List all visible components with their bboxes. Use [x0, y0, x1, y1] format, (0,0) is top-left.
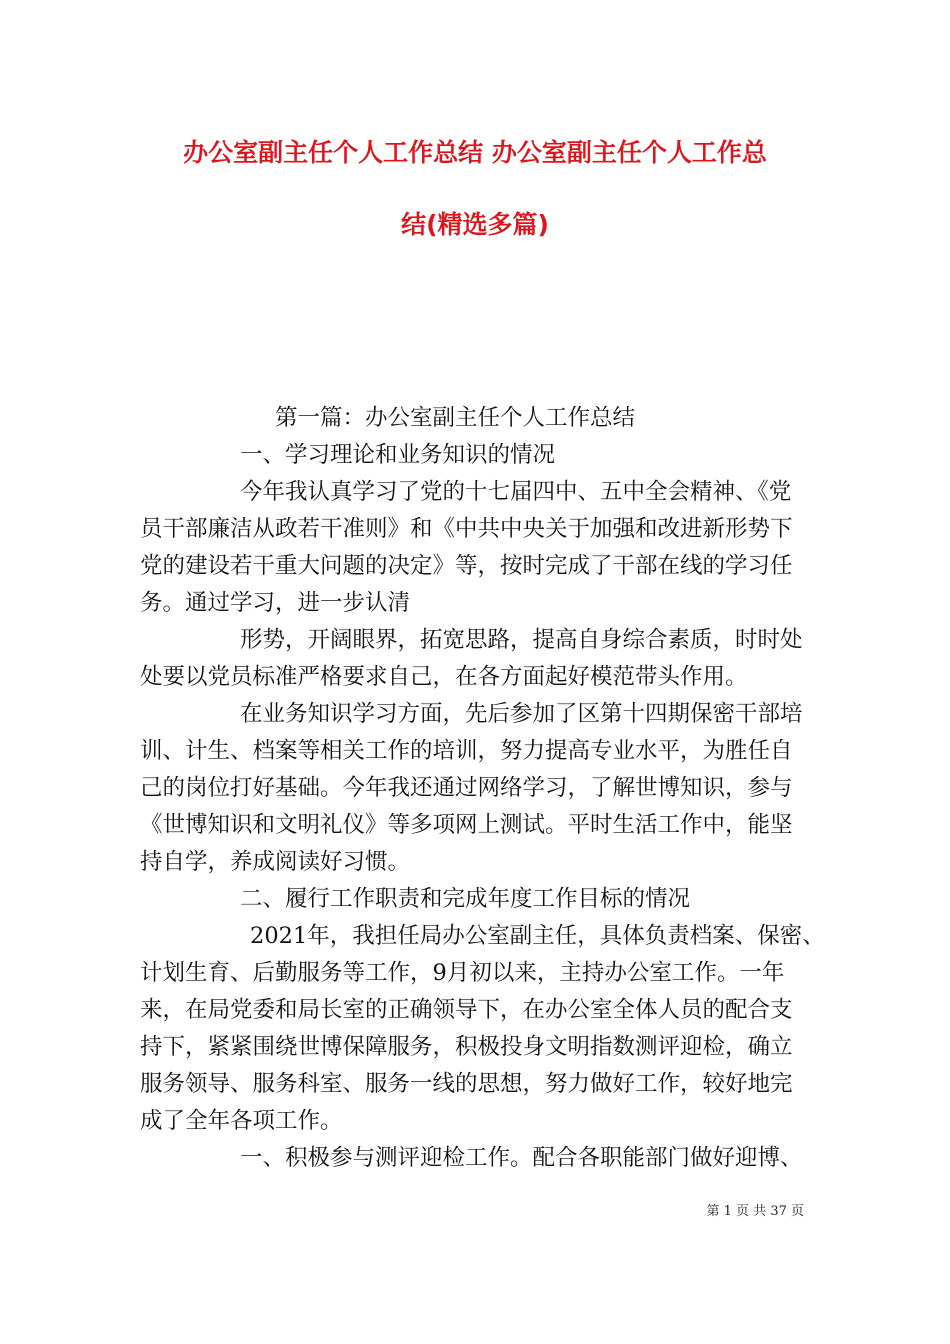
paragraph-line: 《世博知识和文明礼仪》等多项网上测试。平时生活工作中，能坚: [140, 812, 793, 838]
paragraph-line: 2021年，我担任局办公室副主任，具体负责档案、保密、: [250, 923, 825, 949]
page-number-footer: 第 1 页 共 37 页: [706, 1204, 804, 1219]
document-title-line-2: 结(精选多篇): [401, 210, 549, 239]
paragraph-line: 持下，紧紧围绕世博保障服务，积极投身文明指数测评迎检，确立: [140, 1034, 793, 1060]
paragraph-line: 己的岗位打好基础。今年我还通过网络学习，了解世博知识，参与: [140, 775, 793, 801]
paragraph-line: 党的建设若干重大问题的决定》等，按时完成了干部在线的学习任: [140, 553, 793, 579]
paragraph-line: 一、积极参与测评迎检工作。配合各职能部门做好迎博、: [240, 1145, 803, 1171]
section-heading: 第一篇：办公室副主任个人工作总结: [275, 405, 636, 431]
paragraph-line: 成了全年各项工作。: [140, 1108, 343, 1134]
document-body: [140, 400, 825, 1177]
paragraph-line: 计划生育、后勤服务等工作，9月初以来，主持办公室工作。一年: [140, 960, 785, 986]
paragraph-line: 来，在局党委和局长室的正确领导下，在办公室全体人员的配合支: [140, 997, 793, 1023]
paragraph-line: 处要以党员标准严格要求自己，在各方面起好模范带头作用。: [140, 664, 748, 690]
paragraph-line: 在业务知识学习方面，先后参加了区第十四期保密干部培: [240, 701, 803, 727]
paragraph-line: 形势，开阔眼界，拓宽思路，提高自身综合素质，时时处: [240, 627, 803, 653]
paragraph-line: 务。通过学习，进一步认清: [140, 590, 411, 616]
paragraph-line: 服务领导、服务科室、服务一线的思想，努力做好工作，较好地完: [140, 1071, 793, 1097]
document-title-line-1: 办公室副主任个人工作总结 办公室副主任个人工作总: [183, 138, 767, 167]
section-2-title: 二、履行工作职责和完成年度工作目标的情况: [240, 886, 691, 912]
paragraph-line: 员干部廉洁从政若干准则》和《中共中央关于加强和改进新形势下: [140, 516, 793, 542]
section-1-title: 一、学习理论和业务知识的情况: [240, 442, 556, 468]
paragraph-line: 持自学，养成阅读好习惯。: [140, 849, 411, 875]
paragraph-line: 今年我认真学习了党的十七届四中、五中全会精神、《党: [240, 479, 792, 505]
paragraph-line: 训、计生、档案等相关工作的培训，努力提高专业水平，为胜任自: [140, 738, 793, 764]
